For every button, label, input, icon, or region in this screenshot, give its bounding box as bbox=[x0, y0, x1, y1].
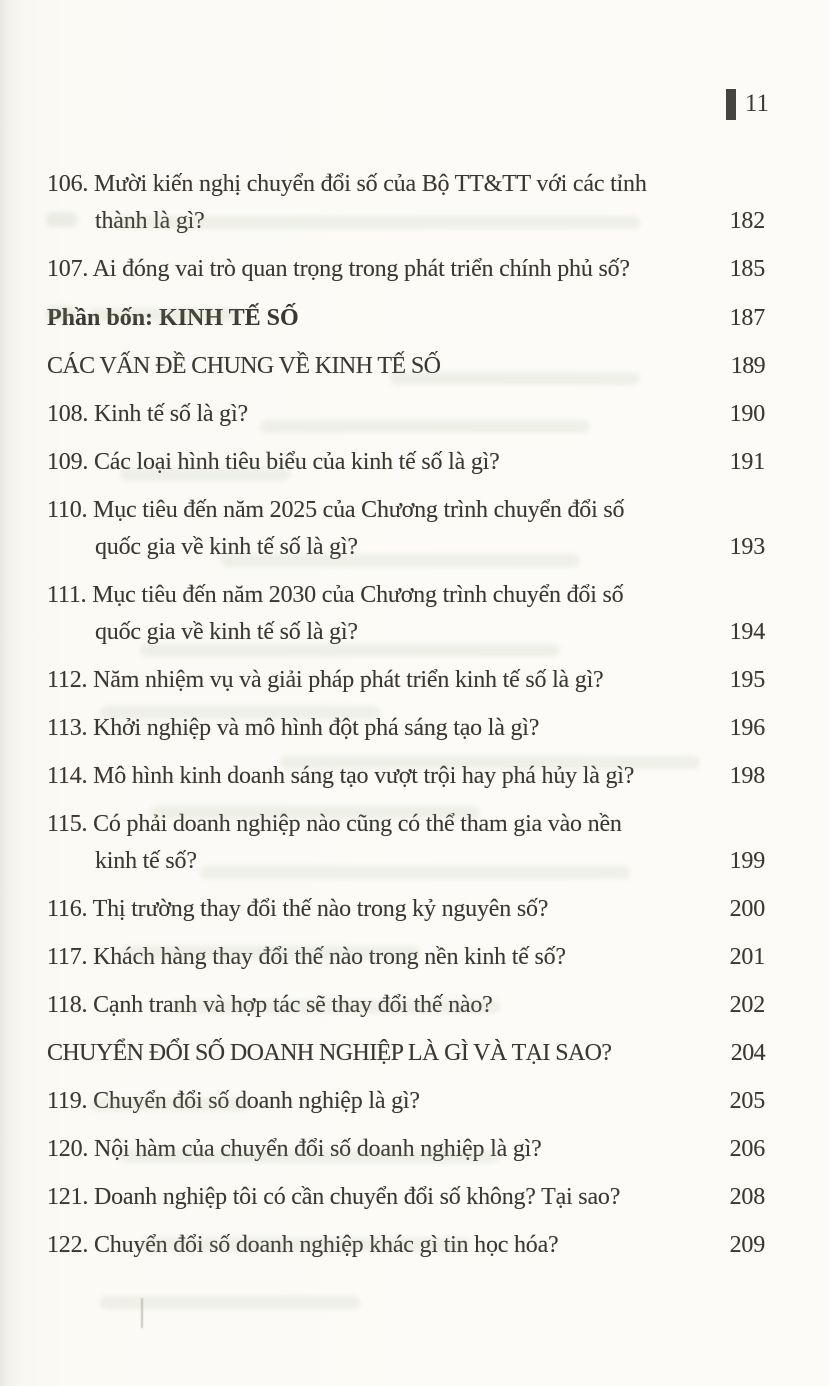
toc-entry-page: 182 bbox=[729, 208, 765, 234]
toc-entry-page: 185 bbox=[729, 256, 765, 282]
toc-entry-page: 202 bbox=[729, 992, 765, 1018]
toc-entry bbox=[47, 396, 765, 433]
toc-entry bbox=[47, 1131, 765, 1168]
toc-entry bbox=[47, 1083, 765, 1120]
toc-entry bbox=[47, 251, 765, 288]
toc-entry-page: 199 bbox=[729, 848, 765, 874]
toc-entry-page: 200 bbox=[729, 896, 765, 922]
page-header bbox=[726, 87, 769, 121]
toc-section-heading bbox=[47, 348, 765, 385]
toc-entry-text: 108. Kinh tế số là gì? bbox=[47, 401, 248, 427]
bleed-through-artifact bbox=[100, 1296, 360, 1309]
toc-entry-text: 107. Ai đóng vai trò quan trọng trong phát triển chính phủ số? bbox=[47, 256, 630, 282]
toc-part-heading bbox=[47, 300, 765, 337]
toc-entry-text: 115. Có phải doanh nghiệp nào cũng có thể tham gia vào nền kinh tế số? bbox=[47, 811, 622, 874]
toc-entry-text: 121. Doanh nghiệp tôi có cần chuyển đổi số không? Tại sao? bbox=[47, 1184, 621, 1210]
toc-entry-text: 120. Nội hàm của chuyển đổi số doanh nghiệp là gì? bbox=[47, 1136, 542, 1162]
toc-entry bbox=[47, 577, 765, 651]
toc-entry-text: 118. Cạnh tranh và hợp tác sẽ thay đổi thế nào? bbox=[47, 992, 493, 1018]
toc-entry-text: 113. Khởi nghiệp và mô hình đột phá sáng tạo là gì? bbox=[47, 715, 540, 741]
toc-entry-page: 201 bbox=[729, 944, 765, 970]
toc-entry-text: 116. Thị trường thay đổi thế nào trong kỷ nguyên số? bbox=[47, 896, 549, 922]
toc-entry bbox=[47, 444, 765, 481]
toc-entry-text: 112. Năm nhiệm vụ và giải pháp phát triển kinh tế số là gì? bbox=[47, 667, 604, 693]
toc-entry bbox=[47, 662, 765, 699]
toc-entry-page: 205 bbox=[729, 1088, 765, 1114]
toc-entry-page: 209 bbox=[729, 1232, 765, 1258]
toc-entry-page: 196 bbox=[729, 715, 765, 741]
toc-entry-text: 111. Mục tiêu đến năm 2030 của Chương trình chuyển đổi số quốc gia về kinh tế số là gì? bbox=[47, 582, 624, 645]
toc-entry bbox=[47, 1227, 765, 1264]
toc-entry-page: 198 bbox=[729, 763, 765, 789]
toc-entry-text: CHUYỂN ĐỔI SỐ DOANH NGHIỆP LÀ GÌ VÀ TẠI SAO? bbox=[47, 1040, 612, 1066]
toc-entry-text: 109. Các loại hình tiêu biểu của kinh tế số là gì? bbox=[47, 449, 500, 475]
toc-entry-text: CÁC VẤN ĐỀ CHUNG VỀ KINH TẾ SỐ bbox=[47, 353, 441, 379]
toc-entry-page: 206 bbox=[729, 1136, 765, 1162]
toc-entry-page: 187 bbox=[729, 305, 765, 331]
toc-entry-text: 110. Mục tiêu đến năm 2025 của Chương trình chuyển đổi số quốc gia về kinh tế số là gì? bbox=[47, 497, 625, 560]
toc-entry bbox=[47, 758, 765, 795]
toc-entry bbox=[47, 1179, 765, 1216]
toc-entry-text: 119. Chuyển đổi số doanh nghiệp là gì? bbox=[47, 1088, 420, 1114]
toc-entry-text: 114. Mô hình kinh doanh sáng tạo vượt trội hay phá hủy là gì? bbox=[47, 763, 635, 789]
toc-entry-text: 117. Khách hàng thay đổi thế nào trong nền kinh tế số? bbox=[47, 944, 566, 970]
toc-entry-text: 106. Mười kiến nghị chuyển đổi số của Bộ TT&TT với các tỉnh thành là gì? bbox=[47, 171, 647, 234]
toc-entry bbox=[47, 987, 765, 1024]
toc-entry bbox=[47, 939, 765, 976]
toc-entry bbox=[47, 891, 765, 928]
toc-entry bbox=[47, 806, 765, 880]
toc-entry-page: 191 bbox=[729, 449, 765, 475]
toc-entry bbox=[47, 166, 765, 240]
toc-section-heading bbox=[47, 1035, 765, 1072]
toc-list bbox=[47, 166, 765, 1275]
toc-entry bbox=[47, 710, 765, 747]
toc-entry-text: Phần bốn: KINH TẾ SỐ bbox=[47, 305, 299, 331]
toc-entry-page: 204 bbox=[730, 1040, 765, 1066]
toc-entry-page: 208 bbox=[729, 1184, 765, 1210]
folio-marker-bar bbox=[726, 89, 736, 120]
scan-fold-line bbox=[141, 1298, 143, 1328]
toc-entry-page: 195 bbox=[729, 667, 765, 693]
toc-entry bbox=[47, 492, 765, 566]
toc-entry-page: 194 bbox=[729, 619, 765, 645]
page-number: 11 bbox=[744, 90, 769, 117]
toc-entry-page: 189 bbox=[730, 353, 765, 379]
toc-entry-text: 122. Chuyển đổi số doanh nghiệp khác gì tin học hóa? bbox=[47, 1232, 559, 1258]
toc-entry-page: 190 bbox=[729, 401, 765, 427]
toc-entry-page: 193 bbox=[729, 534, 765, 560]
